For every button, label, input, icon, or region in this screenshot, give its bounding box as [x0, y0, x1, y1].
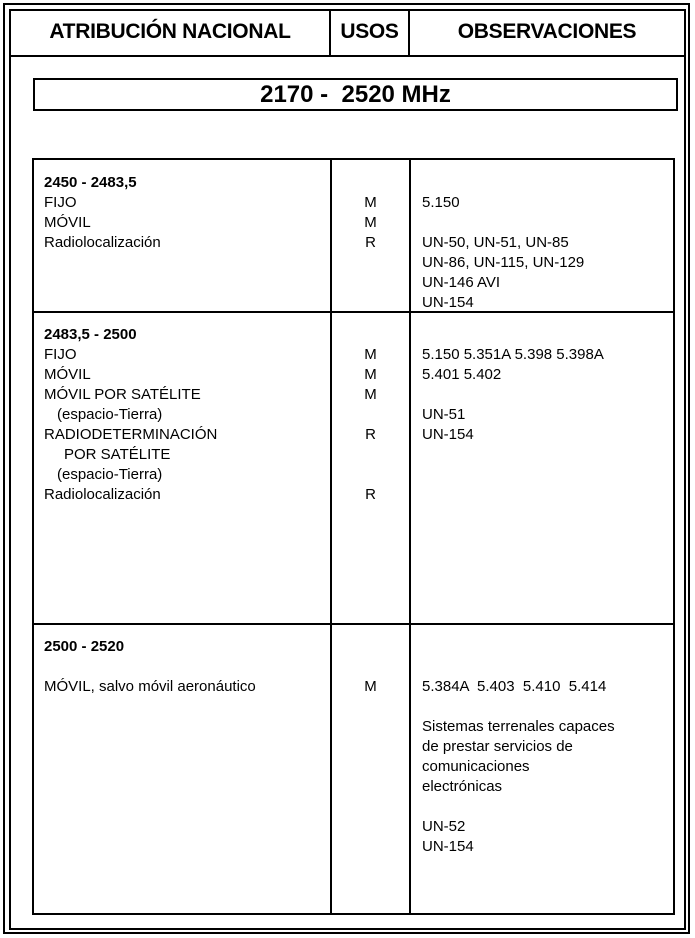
observacion: UN-50, UN-51, UN-85 [422, 234, 569, 251]
observacion: 5.401 5.402 [422, 366, 502, 383]
header-col-usos: USOS [331, 9, 408, 57]
observacion: UN-154 [422, 426, 474, 443]
service: MÓVIL, salvo móvil aeronáutico [44, 678, 256, 695]
table-divider [330, 160, 332, 913]
usos-cell [332, 677, 409, 697]
uso-code [332, 405, 409, 425]
service: MÓVIL [44, 214, 91, 231]
service: FIJO [44, 194, 77, 211]
service: MÓVIL POR SATÉLITE [44, 386, 201, 403]
service: Radiolocalización [44, 486, 161, 503]
band-range: 2450 - 2483,5 [44, 174, 137, 191]
band-range: 2483,5 - 2500 [44, 326, 137, 343]
row-divider [34, 623, 673, 625]
service: Radiolocalización [44, 234, 161, 251]
observacion: UN-154 [422, 838, 474, 855]
table-row [44, 637, 329, 697]
observacion [422, 797, 672, 817]
table-divider [409, 160, 411, 913]
uso-code: M [364, 214, 377, 231]
usos-cell [332, 345, 409, 505]
uso-code: R [365, 234, 376, 251]
service: MÓVIL [44, 366, 91, 383]
uso-code: R [365, 486, 376, 503]
observacion: 5.384A 5.403 5.410 5.414 [422, 678, 607, 695]
table-row [44, 325, 324, 505]
observacion: 5.150 [422, 194, 460, 211]
header-divider [329, 9, 331, 57]
usos-cell [332, 193, 409, 253]
observacion [422, 213, 672, 233]
uso-code: M [364, 386, 377, 403]
observacion [422, 697, 672, 717]
observacion: de prestar servicios de [422, 738, 573, 755]
uso-code: M [364, 346, 377, 363]
observaciones-cell [422, 345, 672, 445]
service-qualifier: (espacio-Tierra) [57, 466, 163, 483]
observacion: UN-86, UN-115, UN-129 [422, 254, 585, 271]
uso-code [332, 445, 409, 465]
service-continuation: POR SATÉLITE [64, 446, 171, 463]
header-col-observaciones: OBSERVACIONES [410, 9, 684, 57]
uso-code: M [364, 678, 377, 695]
band-title: 2170 - 2520 MHz [33, 78, 678, 111]
observacion: UN-51 [422, 406, 466, 423]
allocation-table [32, 158, 675, 915]
observacion: 5.150 5.351A 5.398 5.398A [422, 346, 604, 363]
uso-code: M [364, 194, 377, 211]
uso-code [332, 465, 409, 485]
uso-code: R [365, 426, 376, 443]
service-qualifier: (espacio-Tierra) [57, 406, 163, 423]
observaciones-cell [422, 677, 672, 857]
service: RADIODETERMINACIÓN [44, 426, 218, 443]
observacion: UN-146 AVI [422, 274, 501, 291]
band-range: 2500 - 2520 [44, 638, 125, 655]
observacion: Sistemas terrenales capaces [422, 718, 615, 735]
observacion: comunicaciones [422, 758, 530, 775]
observacion: electrónicas [422, 778, 503, 795]
observacion: UN-52 [422, 818, 466, 835]
uso-code: M [364, 366, 377, 383]
header-divider [408, 9, 410, 57]
header-col-atribucion: ATRIBUCIÓN NACIONAL [11, 9, 329, 57]
observaciones-cell [422, 193, 672, 313]
spacer [44, 657, 329, 677]
service: FIJO [44, 346, 77, 363]
observacion [422, 385, 672, 405]
table-row [44, 173, 324, 253]
observacion: UN-154 [422, 294, 474, 311]
